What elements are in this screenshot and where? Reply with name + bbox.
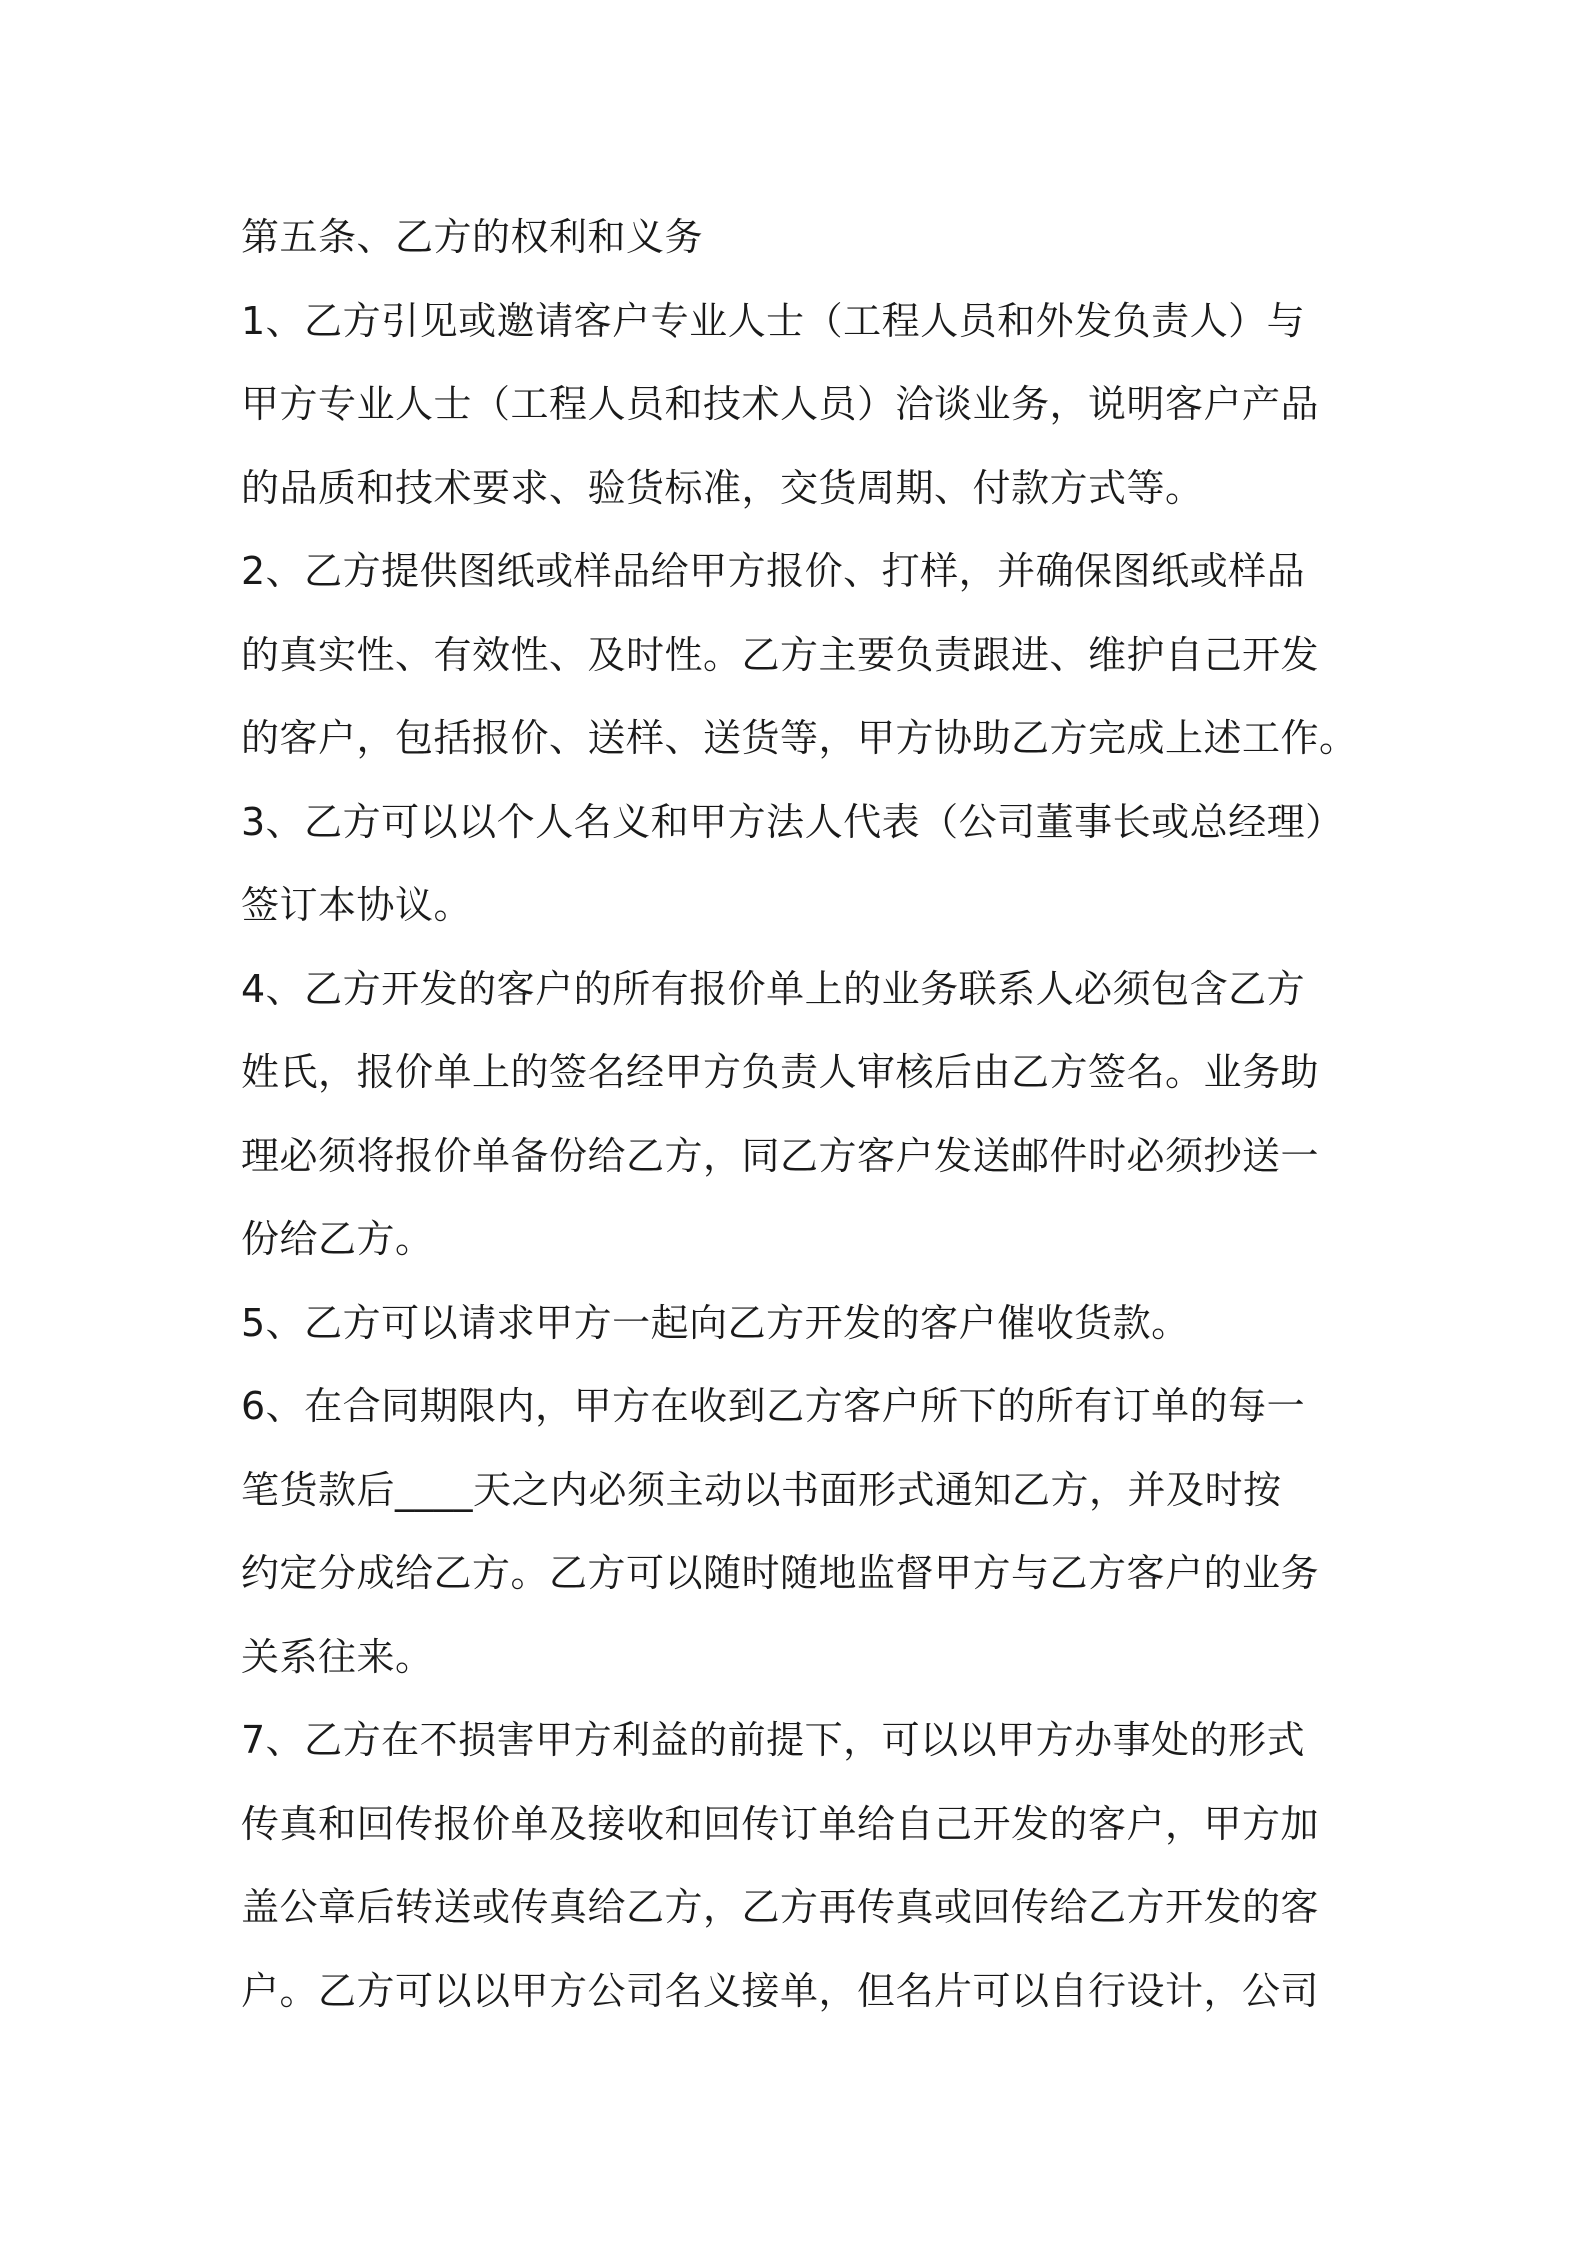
paragraph-line: 签订本协议。 bbox=[241, 883, 473, 927]
paragraph-line: 理必须将报价单备份给乙方，同乙方客户发送邮件时必须抄送一 bbox=[241, 1133, 1320, 1178]
paragraph-line: 姓氏，报价单上的签名经甲方负责人审核后由乙方签名。业务助 bbox=[241, 1050, 1320, 1094]
section-heading: 第五条、乙方的权利和义务 bbox=[241, 215, 704, 259]
paragraph-line: 4、乙方开发的客户的所有报价单上的业务联系人必须包含乙方 bbox=[241, 966, 1306, 1011]
paragraph-line: 盖公章后转送或传真给乙方，乙方再传真或回传给乙方开发的客 bbox=[241, 1885, 1320, 1929]
paragraph-line: 的品质和技术要求、验货标准，交货周期、付款方式等。 bbox=[241, 465, 1204, 510]
paragraph-line: 2、乙方提供图纸或样品给甲方报价、打样，并确保图纸或样品 bbox=[241, 549, 1306, 593]
paragraph-line: 6、在合同期限内，甲方在收到乙方客户所下的所有订单的每一 bbox=[241, 1384, 1306, 1428]
paragraph-line: 5、乙方可以请求甲方一起向乙方开发的客户催收货款。 bbox=[241, 1300, 1190, 1345]
paragraph-line: 的真实性、有效性、及时性。乙方主要负责跟进、维护自己开发 bbox=[241, 632, 1320, 677]
paragraph-line: 笔货款后____天之内必须主动以书面形式通知乙方，并及时按 bbox=[241, 1467, 1282, 1512]
paragraph-line: 关系往来。 bbox=[241, 1634, 434, 1679]
paragraph-line: 约定分成给乙方。乙方可以随时随地监督甲方与乙方客户的业务 bbox=[241, 1551, 1320, 1595]
paragraph-line: 甲方专业人士（工程人员和技术人员）洽谈业务，说明客户产品 bbox=[241, 382, 1320, 426]
paragraph-line: 3、乙方可以以个人名义和甲方法人代表（公司董事长或总经理） bbox=[241, 799, 1344, 844]
paragraph-line: 7、乙方在不损害甲方利益的前提下，可以以甲方办事处的形式 bbox=[241, 1718, 1306, 1762]
document-body bbox=[241, 196, 1361, 2033]
paragraph-line: 传真和回传报价单及接收和回传订单给自己开发的客户，甲方加 bbox=[241, 1801, 1320, 1846]
paragraph-line: 的客户，包括报价、送样、送货等，甲方协助乙方完成上述工作。 bbox=[241, 716, 1358, 760]
paragraph-line: 户。乙方可以以甲方公司名义接单，但名片可以自行设计，公司 bbox=[241, 1968, 1320, 2013]
paragraph-line: 1、乙方引见或邀请客户专业人士（工程人员和外发负责人）与 bbox=[241, 298, 1306, 343]
paragraph-line: 份给乙方。 bbox=[241, 1217, 434, 1261]
